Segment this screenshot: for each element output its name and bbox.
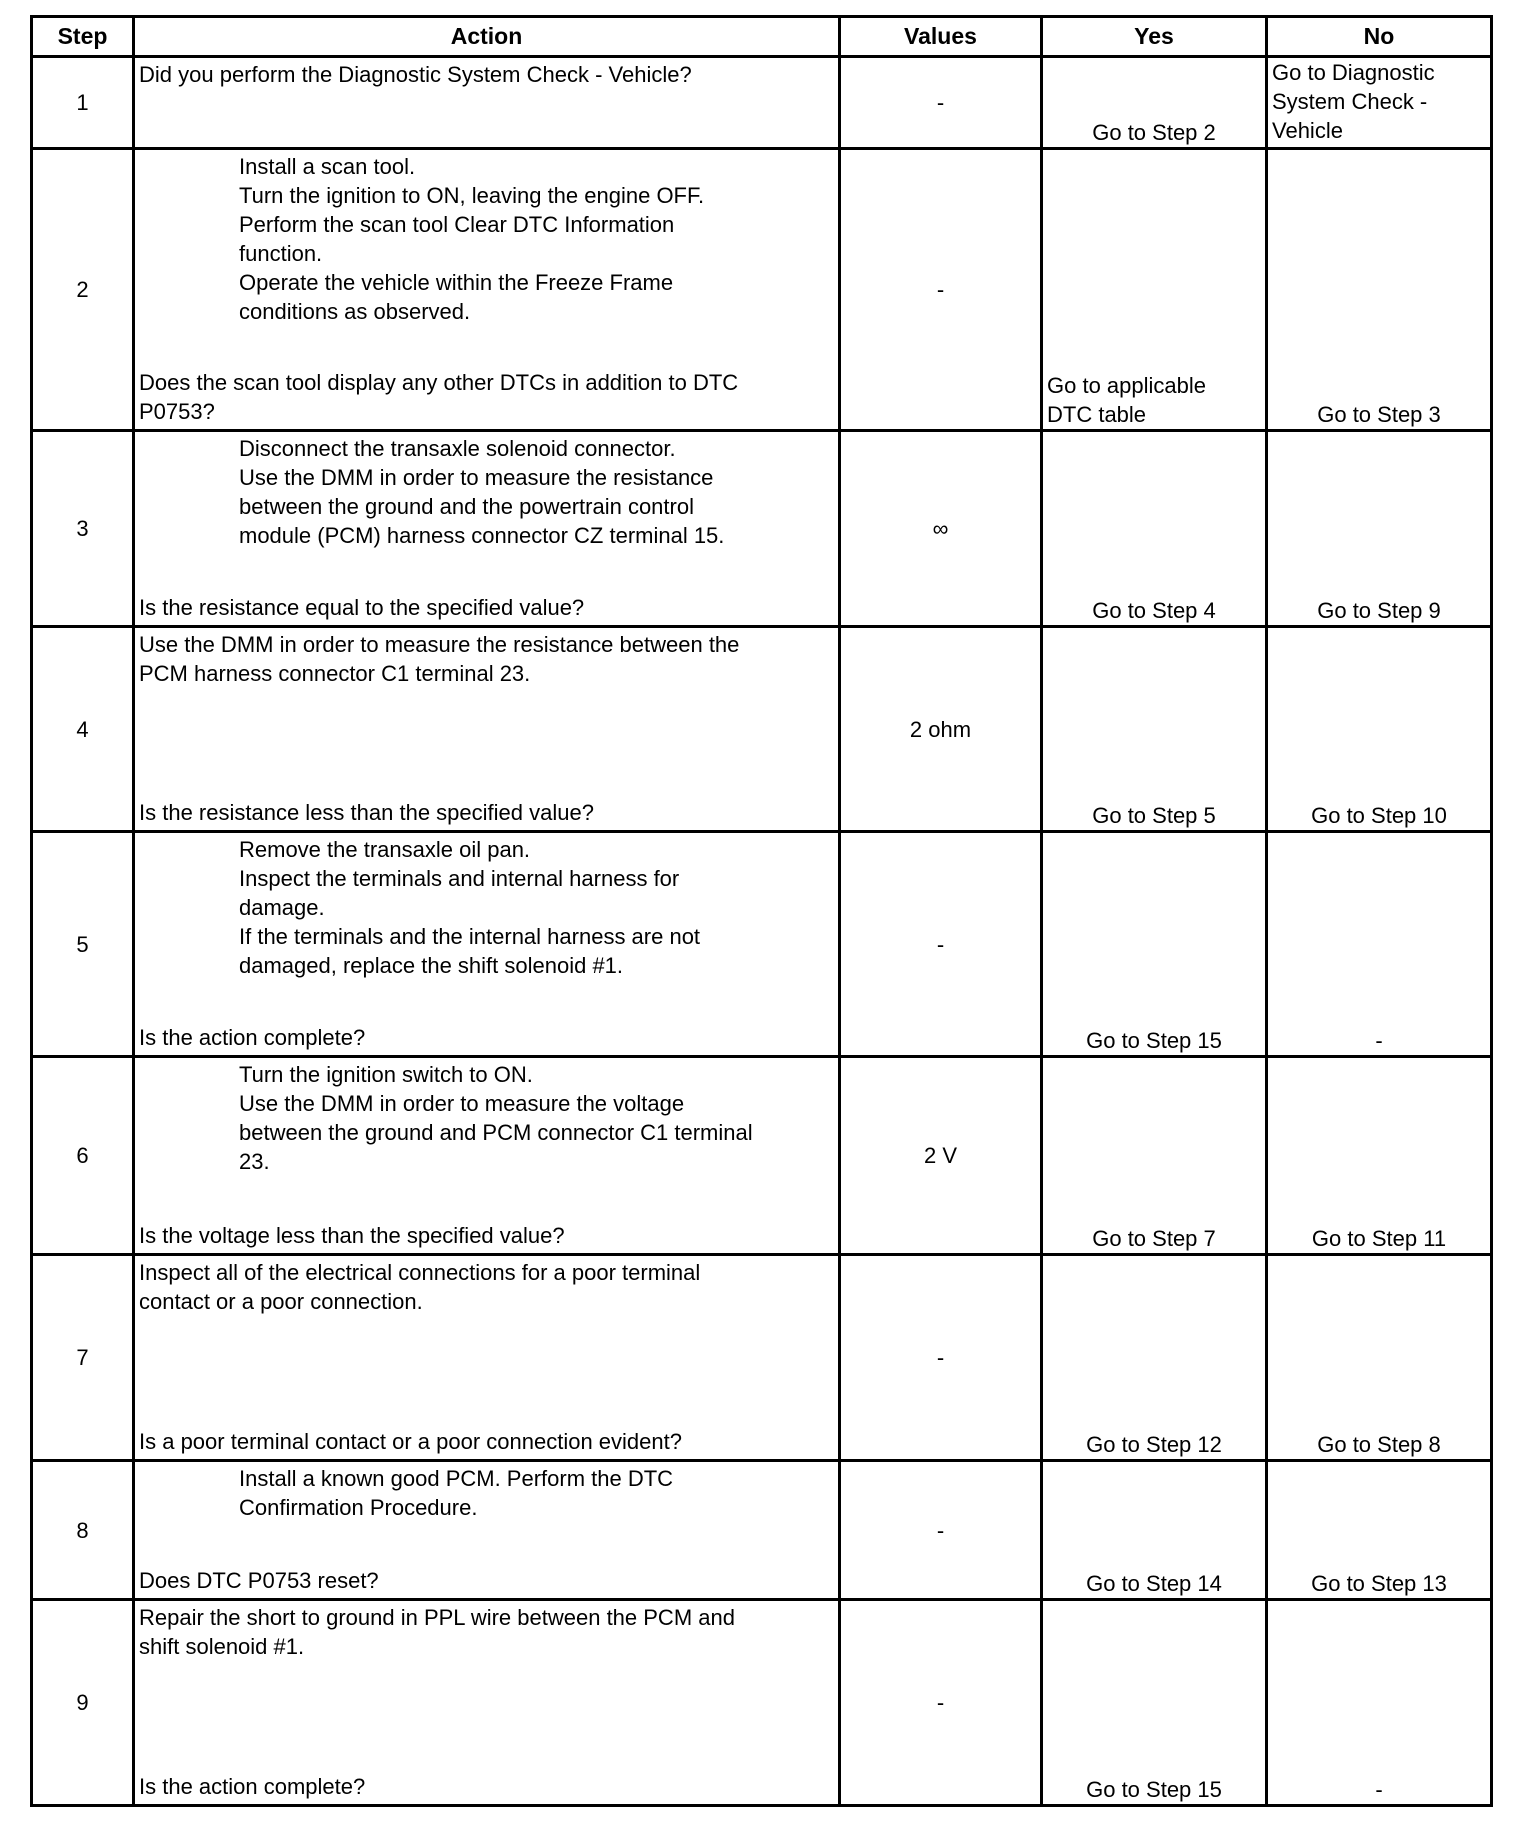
header-action: Action bbox=[134, 17, 840, 57]
step-number: 3 bbox=[32, 431, 134, 627]
yes-cell bbox=[1042, 627, 1267, 832]
action-cell bbox=[134, 57, 840, 149]
value-cell: - bbox=[840, 57, 1042, 149]
yes-link[interactable]: Go to Step 15 bbox=[1086, 1028, 1222, 1053]
action-cell bbox=[134, 627, 840, 832]
no-link[interactable]: Go to Step 9 bbox=[1317, 598, 1441, 623]
diagnostic-table bbox=[30, 15, 1493, 1807]
action-instructions: Turn the ignition switch to ON. Use the DMM in order to measure the voltage between the ground and PCM connector C1 terminal 23. bbox=[239, 1062, 753, 1174]
value-cell: 2 V bbox=[840, 1057, 1042, 1255]
yes-cell bbox=[1042, 149, 1267, 431]
header-step: Step bbox=[32, 17, 134, 57]
yes-cell bbox=[1042, 1461, 1267, 1600]
action-cell bbox=[134, 832, 840, 1057]
no-link[interactable]: Go to Diagnostic System Check - Vehicle bbox=[1272, 60, 1435, 143]
header-yes: Yes bbox=[1042, 17, 1267, 57]
table-row bbox=[32, 431, 1492, 627]
value-cell: ∞ bbox=[840, 431, 1042, 627]
table-header-row bbox=[32, 17, 1492, 57]
value-cell: - bbox=[840, 1255, 1042, 1461]
no-cell bbox=[1267, 57, 1492, 149]
action-question: Is the voltage less than the specified value? bbox=[139, 1223, 565, 1248]
no-link[interactable]: Go to Step 13 bbox=[1311, 1571, 1447, 1596]
no-cell bbox=[1267, 627, 1492, 832]
yes-cell bbox=[1042, 431, 1267, 627]
no-cell bbox=[1267, 1255, 1492, 1461]
table-row bbox=[32, 627, 1492, 832]
action-cell bbox=[134, 1461, 840, 1600]
header-values: Values bbox=[840, 17, 1042, 57]
no-cell bbox=[1267, 832, 1492, 1057]
yes-link[interactable]: Go to Step 5 bbox=[1092, 803, 1216, 828]
action-cell bbox=[134, 1600, 840, 1806]
action-question: Is a poor terminal contact or a poor connection evident? bbox=[139, 1429, 682, 1454]
step-number: 7 bbox=[32, 1255, 134, 1461]
action-question: Is the resistance equal to the specified value? bbox=[139, 595, 585, 620]
table-row bbox=[32, 1600, 1492, 1806]
yes-link[interactable]: Go to Step 2 bbox=[1092, 120, 1216, 145]
action-cell bbox=[134, 149, 840, 431]
yes-link[interactable]: Go to Step 15 bbox=[1086, 1777, 1222, 1802]
action-instructions: Install a scan tool. Turn the ignition to ON, leaving the engine OFF. Perform the scan tool Clear DTC Information function. Operate the vehicle within the Freeze Frame conditions as observed. bbox=[239, 154, 705, 324]
no-link[interactable]: Go to Step 11 bbox=[1311, 1226, 1447, 1251]
table-row bbox=[32, 1461, 1492, 1600]
diagnostic-table-document bbox=[30, 15, 1490, 1807]
value-cell: - bbox=[840, 1600, 1042, 1806]
action-question: Does DTC P0753 reset? bbox=[139, 1568, 379, 1593]
step-number: 8 bbox=[32, 1461, 134, 1600]
no-link[interactable]: Go to Step 8 bbox=[1317, 1432, 1441, 1457]
yes-cell bbox=[1042, 57, 1267, 149]
yes-cell bbox=[1042, 832, 1267, 1057]
action-instructions: Disconnect the transaxle solenoid connector. Use the DMM in order to measure the resistance between the ground and the powertrain control module (PCM) harness connector CZ terminal 15. bbox=[239, 436, 725, 548]
yes-cell bbox=[1042, 1600, 1267, 1806]
action-instructions: Use the DMM in order to measure the resistance between the PCM harness connector C1 terminal 23. bbox=[139, 632, 740, 686]
table-row bbox=[32, 149, 1492, 431]
table-row bbox=[32, 1057, 1492, 1255]
action-instructions: Repair the short to ground in PPL wire between the PCM and shift solenoid #1. bbox=[139, 1605, 735, 1659]
yes-link[interactable]: Go to Step 14 bbox=[1086, 1571, 1222, 1596]
no-cell bbox=[1267, 1600, 1492, 1806]
no-cell bbox=[1267, 431, 1492, 627]
step-number: 1 bbox=[32, 57, 134, 149]
action-instructions: Inspect all of the electrical connections for a poor terminal contact or a poor connection. bbox=[139, 1260, 701, 1314]
action-question: Does the scan tool display any other DTCs in addition to DTC P0753? bbox=[139, 370, 739, 424]
yes-cell bbox=[1042, 1057, 1267, 1255]
yes-link[interactable]: Go to applicable DTC table bbox=[1047, 373, 1206, 427]
no-link[interactable]: Go to Step 10 bbox=[1311, 803, 1447, 828]
no-cell bbox=[1267, 1461, 1492, 1600]
no-link: - bbox=[1375, 1777, 1383, 1802]
no-cell bbox=[1267, 1057, 1492, 1255]
step-number: 9 bbox=[32, 1600, 134, 1806]
action-cell bbox=[134, 431, 840, 627]
action-question: Is the resistance less than the specified value? bbox=[139, 800, 594, 825]
step-number: 6 bbox=[32, 1057, 134, 1255]
value-cell: - bbox=[840, 832, 1042, 1057]
action-cell bbox=[134, 1057, 840, 1255]
value-cell: 2 ohm bbox=[840, 627, 1042, 832]
header-no: No bbox=[1267, 17, 1492, 57]
yes-link[interactable]: Go to Step 7 bbox=[1092, 1226, 1216, 1251]
action-instructions: Install a known good PCM. Perform the DTC Confirmation Procedure. bbox=[239, 1466, 674, 1520]
action-instructions: Remove the transaxle oil pan. Inspect the terminals and internal harness for damage. If the terminals and the internal harness are not damaged, replace the shift solenoid #1. bbox=[239, 837, 701, 978]
action-question: Is the action complete? bbox=[139, 1025, 366, 1050]
value-cell: - bbox=[840, 149, 1042, 431]
no-link[interactable]: Go to Step 3 bbox=[1317, 402, 1441, 427]
table-row bbox=[32, 832, 1492, 1057]
no-link: - bbox=[1375, 1028, 1383, 1053]
yes-cell bbox=[1042, 1255, 1267, 1461]
table-row bbox=[32, 57, 1492, 149]
yes-link[interactable]: Go to Step 12 bbox=[1086, 1432, 1222, 1457]
action-question: Did you perform the Diagnostic System Check - Vehicle? bbox=[139, 62, 692, 87]
step-number: 2 bbox=[32, 149, 134, 431]
no-cell bbox=[1267, 149, 1492, 431]
yes-link[interactable]: Go to Step 4 bbox=[1092, 598, 1216, 623]
table-row bbox=[32, 1255, 1492, 1461]
step-number: 4 bbox=[32, 627, 134, 832]
step-number: 5 bbox=[32, 832, 134, 1057]
value-cell: - bbox=[840, 1461, 1042, 1600]
action-question: Is the action complete? bbox=[139, 1774, 366, 1799]
action-cell bbox=[134, 1255, 840, 1461]
